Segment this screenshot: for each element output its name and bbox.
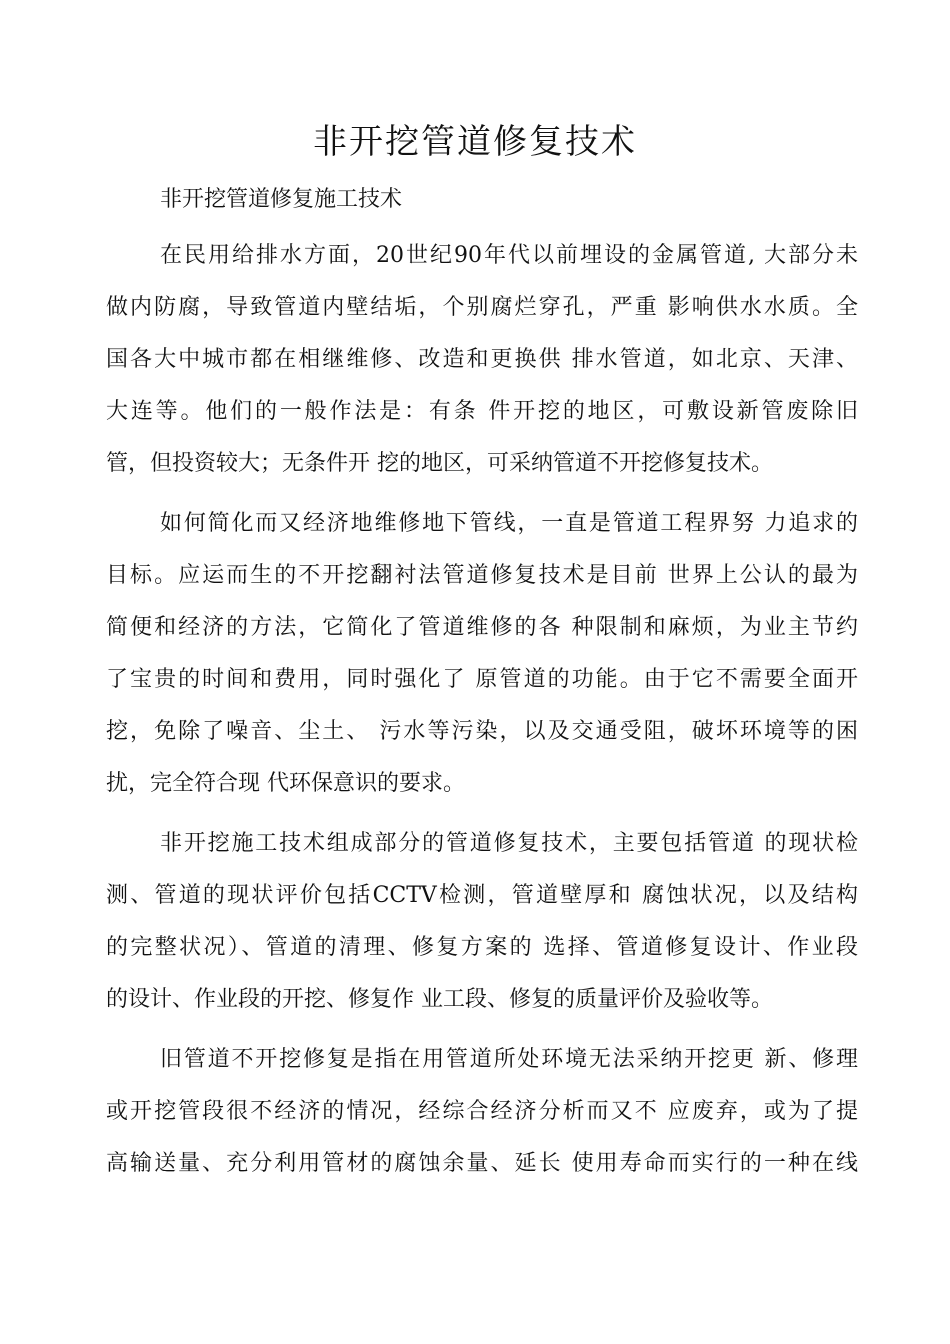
paragraph-line: 非开挖施工技术组成部分的管道修复技术，主要包括管道 的现状检 <box>160 831 858 856</box>
document-subtitle: 非开挖管道修复施工技术 <box>160 187 403 212</box>
paragraph-line: 的设计、作业段的开挖、修复作 业工段、修复的质量评价及验收等。 <box>106 987 773 1012</box>
paragraph-line: 国各大中城市都在相继维修、改造和更换供 排水管道，如北京、天津、 <box>106 347 858 372</box>
paragraph-line: 高输送量、充分利用管材的腐蚀余量、延长 使用寿命而实行的一种在线 <box>106 1151 858 1176</box>
paragraph-line: 扰，完全符合现 代环保意识的要求。 <box>106 771 465 796</box>
document-title: 非开挖管道修复技术 <box>313 122 637 162</box>
paragraph-line: 管，但投资较大；无条件开 挖的地区，可采纳管道不开挖修复技术。 <box>106 451 773 476</box>
paragraph-line: 测、管道的现状评价包括CCTV检测，管道壁厚和 腐蚀状况，以及结构 <box>106 883 858 908</box>
paragraph-line: 的完整状况）、管道的清理、修复方案的 选择、管道修复设计、作业段 <box>106 935 858 960</box>
paragraph-line: 做内防腐，导致管道内壁结垢，个别腐烂穿孔，严重 影响供水水质。全 <box>106 295 858 320</box>
paragraph-line: 或开挖管段很不经济的情况，经综合经济分析而又不 应废弃，或为了提 <box>106 1099 858 1124</box>
paragraph-line: 挖，免除了噪音、尘土、 污水等污染，以及交通受阻，破坏环境等的困 <box>106 719 858 744</box>
paragraph-line: 旧管道不开挖修复是指在用管道所处环境无法采纳开挖更 新、修理 <box>160 1047 858 1072</box>
paragraph-line: 如何简化而又经济地维修地下管线，一直是管道工程界努 力追求的 <box>160 511 858 536</box>
paragraph-line: 大连等。他们的一般作法是：有条 件开挖的地区，可敷设新管废除旧 <box>106 399 858 424</box>
paragraph-line: 简便和经济的方法，它简化了管道维修的各 种限制和麻烦，为业主节约 <box>106 615 858 640</box>
paragraph-line: 了宝贵的时间和费用，同时强化了 原管道的功能。由于它不需要全面开 <box>106 667 858 692</box>
paragraph-line: 目标。应运而生的不开挖翻衬法管道修复技术是目前 世界上公认的最为 <box>106 563 858 588</box>
paragraph-line: 在民用给排水方面，20世纪90年代以前埋设的金属管道, 大部分未 <box>160 243 858 268</box>
